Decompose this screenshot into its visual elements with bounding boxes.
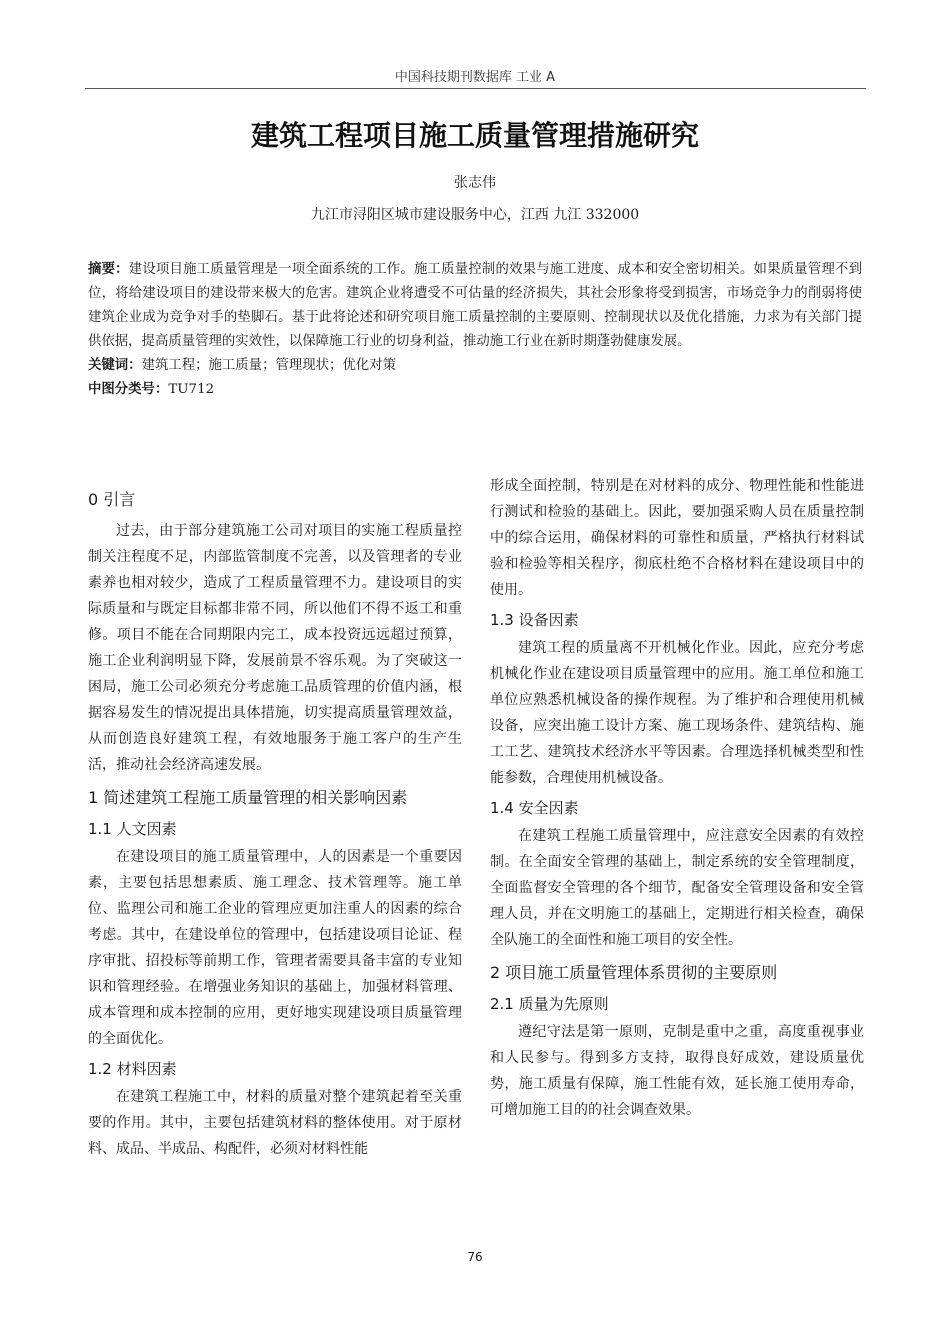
section-1-heading: 1 简述建筑工程施工质量管理的相关影响因素	[88, 788, 408, 807]
left-column	[88, 480, 462, 1162]
section-1-3-paragraph: 建筑工程的质量离不开机械化作业。因此，应充分考虑机械化作业在建设项目质量管理中的应用。施工单位和施工单位应熟悉机械设备的操作规程。为了维护和合理使用机械设备，应突出施工设计方案、施工现场条件、建筑结构、施工工艺、建筑技术经济水平等因素。合理选择机械类型和性能参数，合理使用机械设备。	[490, 640, 864, 786]
paper-title: 建筑工程项目施工质量管理措施研究	[250, 119, 699, 152]
section-1-2-paragraph-b: 形成全面控制，特别是在对材料的成分、物理性能和性能进行测试和检验的基础上。因此，要加强采购人员在质量控制中的综合运用，确保材料的可靠性和质量，严格执行材料试验和检验等相关程序，彻底杜绝不合格材料在建设项目中的使用。	[490, 478, 864, 598]
section-0-heading: 0 引言	[88, 490, 136, 509]
header-rule	[85, 88, 866, 89]
section-1-4-heading: 1.4 安全因素	[490, 799, 579, 817]
keywords-text: 建筑工程；施工质量；管理现状；优化对策	[141, 358, 396, 373]
section-0-paragraph: 过去，由于部分建筑施工公司对项目的实施工程质量控制关注程度不足，内部监管制度不完善，以及管理者的专业素养也相对较少，造成了工程质量管理不力。建设项目的实际质量和与既定目标都非常不同，所以他们不得不返工和重修。项目不能在合同期限内完工，成本投资远远超过预算，施工企业利润明显下降，发展前景不容乐观。为了突破这一困局，施工公司必须充分考虑施工品质管理的价值内涵，根据容易发生的情况提出具体措施，切实提高质量管理效益，从而创造良好建筑工程，有效地服务于施工客户的生产生活，推动社会经济高速发展。	[88, 523, 462, 773]
abstract-text: 建设项目施工质量管理是一项全面系统的工作。施工质量控制的效果与施工进度、成本和安全密切相关。如果质量管理不到位，将给建设项目的建设带来极大的危害。建筑企业将遭受不可估量的经济损失，其社会形象将受到损害，市场竞争力的削弱将使建筑企业成为竞争对手的垫脚石。基于此将论述和研究项目施工质量控制的主要原则、控制现状以及优化措施，力求为有关部门提供依据，提高质量管理的实效性，以保障施工行业的切身利益，推动施工行业在新时期蓬勃健康发展。	[88, 262, 862, 349]
classification-label: 中图分类号：	[88, 382, 169, 397]
section-1-1-paragraph: 在建设项目的施工质量管理中，人的因素是一个重要因素，主要包括思想素质、施工理念、技术管理等。施工单位、监理公司和施工企业的管理应更加注重人的因素的综合考虑。其中，在建设单位的管理中，包括建设项目论证、程序审批、招投标等前期工作，管理者需要具备丰富的专业知识和管理经验。在增强业务知识的基础上，加强材料管理、成本管理和成本控制的应用，更好地实现建设项目质量管理的全面优化。	[88, 849, 462, 1047]
abstract-block	[88, 258, 862, 402]
author: 张志伟	[454, 175, 496, 191]
section-2-heading: 2 项目施工质量管理体系贯彻的主要原则	[490, 963, 778, 982]
page-number: 76	[467, 1250, 483, 1264]
section-1-2-paragraph-a: 在建筑工程施工中，材料的质量对整个建筑起着至关重要的作用。其中，主要包括建筑材料的整体使用。对于原材料、成品、半成品、构配件，必须对材料性能	[88, 1089, 462, 1157]
classification-text: TU712	[168, 382, 215, 397]
section-2-1-paragraph: 遵纪守法是第一原则，克制是重中之重，高度重视事业和人民参与。得到多方支持，取得良好成效，建设质量优势，施工质量有保障，施工性能有效，延长施工使用寿命，可增加施工目的的社会调查效果。	[490, 1024, 864, 1118]
section-1-2-heading: 1.2 材料因素	[88, 1060, 177, 1078]
classification	[88, 378, 862, 402]
section-2-1-heading: 2.1 质量为先原则	[490, 995, 609, 1013]
section-1-4-paragraph: 在建筑工程施工质量管理中，应注意安全因素的有效控制。在全面安全管理的基础上，制定系统的安全管理制度，全面监督安全管理的各个细节，配备安全管理设备和安全管理人员，并在文明施工的基础上，定期进行相关检查，确保全队施工的全面性和施工项目的安全性。	[490, 828, 864, 948]
keywords	[88, 354, 862, 378]
right-column	[490, 473, 864, 1123]
keywords-label: 关键词：	[88, 358, 142, 373]
section-1-3-heading: 1.3 设备因素	[490, 611, 579, 629]
abstract-label: 摘要：	[88, 262, 129, 277]
journal-header: 中国科技期刊数据库 工业 A	[394, 70, 556, 85]
section-1-1-heading: 1.1 人文因素	[88, 820, 177, 838]
abstract	[88, 258, 862, 354]
affiliation: 九江市浔阳区城市建设服务中心，江西 九江 332000	[310, 207, 640, 223]
